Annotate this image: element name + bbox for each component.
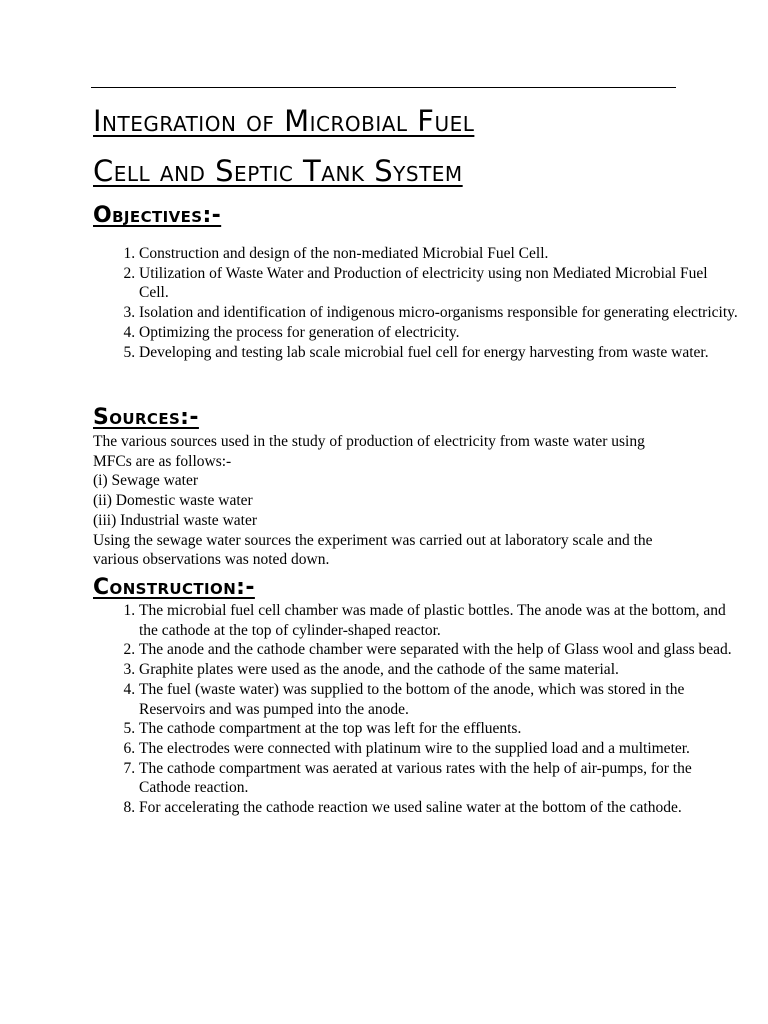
top-rule [91, 87, 676, 88]
list-item: 4. Optimizing the process for generation of electricity. [139, 323, 739, 343]
title-line-2: Cell and Septic Tank System [93, 154, 463, 188]
list-item: 5. Developing and testing lab scale microbial fuel cell for energy harvesting from waste water. [139, 343, 739, 363]
objectives-heading: Objectives:- [93, 203, 222, 228]
source-item: (iii) Industrial waste water [93, 511, 257, 529]
construction-heading: Construction:- [93, 575, 255, 600]
list-item: 2. The anode and the cathode chamber were separated with the help of Glass wool and glass bead. [139, 640, 739, 660]
construction-list [93, 601, 739, 818]
list-item: 1. Construction and design of the non-mediated Microbial Fuel Cell. [139, 244, 739, 264]
list-item: 5. The cathode compartment at the top was left for the effluents. [139, 719, 739, 739]
title-line-1: Integration of Microbial Fuel [93, 104, 475, 138]
list-item: 3. Isolation and identification of indigenous micro-organisms responsible for generating electricity. [139, 303, 739, 323]
sources-intro: The various sources used in the study of production of electricity from waste water using MFCs are as follows:- [93, 433, 645, 470]
list-item: 1. The microbial fuel cell chamber was made of plastic bottles. The anode was at the bottom, and the cathode at the top of cylinder-shaped reactor. [139, 601, 739, 640]
list-item: 8. For accelerating the cathode reaction we used saline water at the bottom of the cathode. [139, 798, 739, 818]
objectives-list [93, 244, 739, 362]
sources-heading: Sources:- [93, 405, 199, 430]
list-item: 7. The cathode compartment was aerated at various rates with the help of air-pumps, for the Cathode reaction. [139, 759, 739, 798]
sources-section [93, 432, 673, 570]
source-item: (ii) Domestic waste water [93, 492, 253, 510]
source-item: (i) Sewage water [93, 472, 199, 490]
list-item: 3. Graphite plates were used as the anode, and the cathode of the same material. [139, 660, 739, 680]
sources-closing: Using the sewage water sources the experiment was carried out at laboratory scale and the various observations was noted down. [93, 531, 653, 569]
list-item: 4. The fuel (waste water) was supplied to the bottom of the anode, which was stored in the Reservoirs and was pumped into the anode. [139, 680, 739, 719]
list-item: 2. Utilization of Waste Water and Production of electricity using non Mediated Microbial Fuel Cell. [139, 264, 739, 303]
list-item: 6. The electrodes were connected with platinum wire to the supplied load and a multimeter. [139, 739, 739, 759]
page-title [93, 96, 693, 196]
